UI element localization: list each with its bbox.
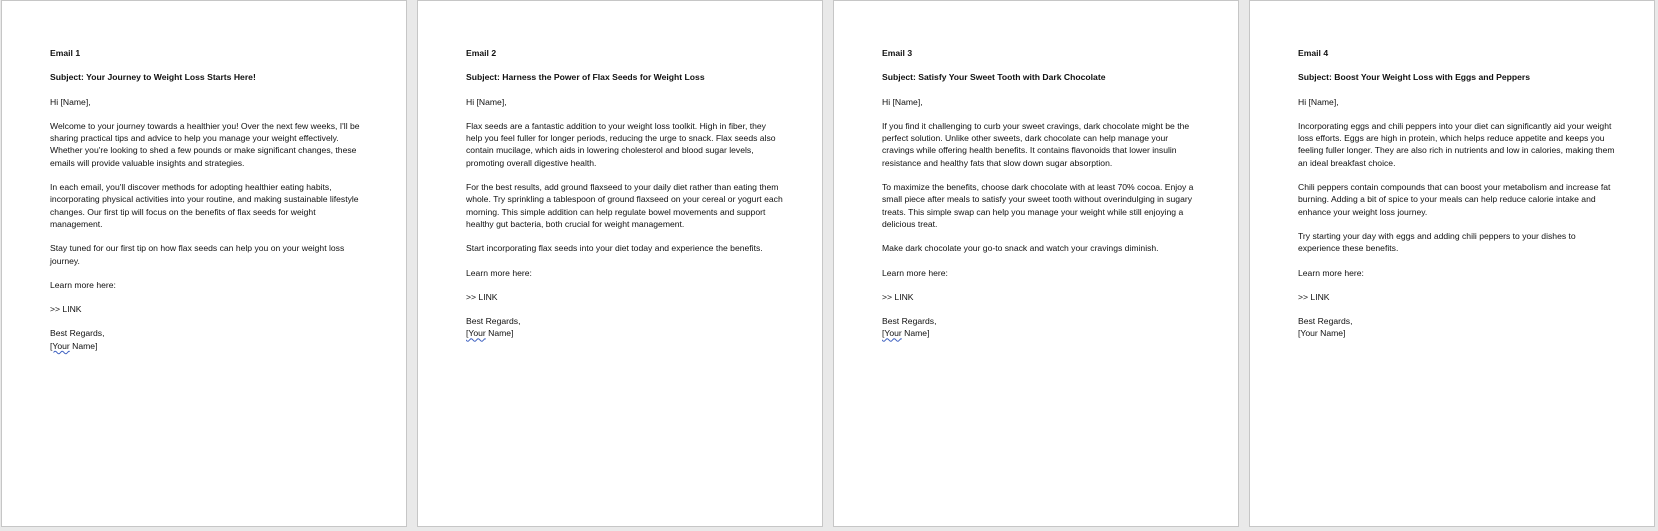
spellcheck-word: [Your	[50, 340, 70, 351]
email-paragraph: If you find it challenging to curb your sweet cravings, dark chocolate might be the perfect solution. Unlike other sweets, dark chocolate can help manage your cravings while offering health benefits. It contains flavonoids that lower insulin resistance and healthy fats that slow down sugar absorption.	[882, 120, 1190, 168]
email-title: Email 1	[50, 48, 81, 58]
learn-more-label: Learn more here:	[466, 267, 532, 278]
email-body	[882, 47, 1200, 340]
signature-name	[882, 327, 1200, 339]
email-paragraph: Make dark chocolate your go-to snack and watch your cravings diminish.	[882, 243, 1159, 254]
email-title: Email 3	[882, 48, 913, 58]
signature-rest: Name]	[69, 340, 98, 351]
email-title: Email 4	[1298, 48, 1329, 58]
email-paragraph: Start incorporating flax seeds into your diet today and experience the benefits.	[466, 243, 763, 254]
email-subject: Subject: Harness the Power of Flax Seeds for Weight Loss	[466, 72, 705, 83]
email-paragraph: In each email, you'll discover methods for adopting healthier eating habits, incorporating physical activities into your routine, and making sustainable lifestyle changes. Our first tip will focus on the benefits of flax seeds for weight management.	[50, 182, 359, 229]
email-subject: Subject: Satisfy Your Sweet Tooth with Dark Chocolate	[882, 72, 1106, 83]
email-title: Email 2	[466, 48, 497, 58]
spellcheck-word: [Your	[466, 328, 486, 339]
signature-name	[466, 327, 784, 339]
page-email-1	[1, 0, 407, 527]
email-greeting: Hi [Name],	[466, 96, 507, 107]
signature-name	[1298, 327, 1616, 339]
email-paragraph: Incorporating eggs and chili peppers into your diet can significantly aid your weight loss efforts. Eggs are high in protein, which helps reduce appetite and keeps you feeling fuller longer. They are also rich in nutrients and low in calories, making them an ideal breakfast choice.	[1298, 120, 1615, 168]
link-placeholder: >> LINK	[1298, 291, 1330, 302]
email-subject: Subject: Your Journey to Weight Loss Starts Here!	[50, 72, 256, 83]
email-paragraph: Chili peppers contain compounds that can boost your metabolism and increase fat burning. Adding a bit of spice to your meals can help reduce calorie intake and enhance your weight loss journey.	[1298, 182, 1611, 217]
email-paragraph: Stay tuned for our first tip on how flax seeds can help you on your weight loss journey.	[50, 243, 345, 266]
email-paragraph: Flax seeds are a fantastic addition to your weight loss toolkit. High in fiber, they help you feel fuller for longer periods, reducing the urge to snack. Flax seeds also contain mucilage, which aids in lowering cholesterol and blood sugar levels, promoting overall digestive health.	[466, 120, 776, 168]
email-body	[1298, 47, 1616, 340]
email-greeting: Hi [Name],	[882, 96, 923, 107]
spellcheck-word: [Your	[882, 328, 902, 339]
email-paragraph: Welcome to your journey towards a healthier you! Over the next few weeks, I'll be sharing practical tips and advice to help you manage your weight effectively. Whether you're looking to shed a few pounds or make significant changes, these emails will provide valuable insights and strategies.	[50, 120, 360, 168]
learn-more-label: Learn more here:	[50, 279, 116, 290]
page-email-2	[417, 0, 823, 527]
email-paragraph: Try starting your day with eggs and adding chili peppers to your dishes to experience these benefits.	[1298, 230, 1576, 254]
email-paragraph: For the best results, add ground flaxseed to your daily diet rather than eating them whole. Try sprinkling a tablespoon of ground flaxseed on your cereal or yogurt each morning. This simple addition can help regulate bowel movements and support healthy gut bacteria, both crucial for weight management.	[466, 182, 783, 229]
sign-off: Best Regards,	[882, 316, 937, 327]
email-subject: Subject: Boost Your Weight Loss with Eggs and Peppers	[1298, 72, 1531, 83]
email-paragraph: To maximize the benefits, choose dark chocolate with at least 70% cocoa. Enjoy a small piece after meals to satisfy your sweet tooth without overindulging in sugary treats. This simple swap can help you manage your weight while still enjoying a delicious treat.	[882, 182, 1194, 229]
page-email-4	[1249, 0, 1655, 527]
signature-rest: Name]	[485, 328, 514, 339]
signature-rest: Name]	[901, 328, 930, 339]
email-body	[50, 47, 368, 352]
email-greeting: Hi [Name],	[1298, 96, 1339, 107]
email-greeting: Hi [Name],	[50, 96, 91, 107]
learn-more-label: Learn more here:	[882, 267, 948, 278]
link-placeholder: >> LINK	[50, 304, 82, 315]
signature-name	[50, 340, 368, 352]
sign-off: Best Regards,	[1298, 316, 1353, 327]
sign-off: Best Regards,	[466, 316, 521, 327]
sign-off: Best Regards,	[50, 328, 105, 339]
signature-text: [Your Name]	[1298, 328, 1346, 339]
learn-more-label: Learn more here:	[1298, 267, 1364, 278]
email-body	[466, 47, 784, 340]
link-placeholder: >> LINK	[882, 291, 914, 302]
link-placeholder: >> LINK	[466, 291, 498, 302]
page-email-3	[833, 0, 1239, 527]
